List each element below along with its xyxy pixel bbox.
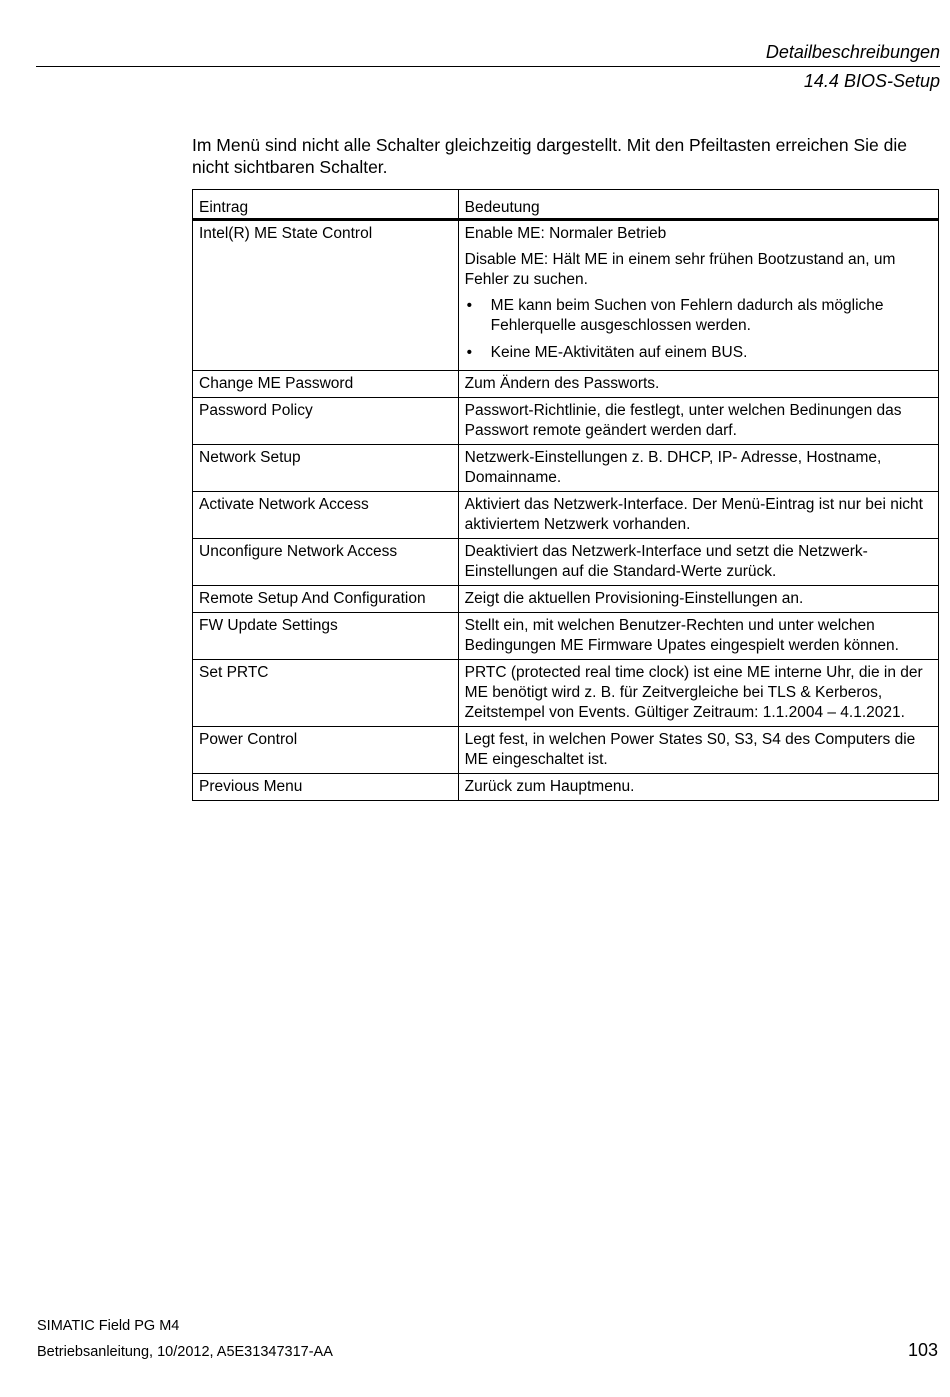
meaning-cell: PRTC (protected real time clock) ist eine ME interne Uhr, die in der ME benötigt wird z. B. für Zeitvergleiche bei TLS & Kerberos, Zeitstempel von Events. Gültiger Zeitraum: 1.1.2004 – 4.1.2021. (458, 660, 938, 727)
table-row (193, 371, 939, 398)
table-row (193, 613, 939, 660)
meaning-paragraph: Disable ME: Hält ME in einem sehr frühen Bootzustand an, um Fehler zu suchen. (464, 251, 896, 288)
header-divider (36, 66, 940, 67)
footer-document-info: Betriebsanleitung, 10/2012, A5E31347317-AA (37, 1344, 333, 1360)
meaning-cell: Legt fest, in welchen Power States S0, S3, S4 des Computers die ME eingeschaltet ist. (458, 727, 938, 774)
table-row (193, 445, 939, 492)
bullet-item (465, 296, 932, 336)
column-header-meaning: Bedeutung (458, 190, 938, 220)
entry-cell: FW Update Settings (193, 613, 459, 660)
bullet-icon: • (466, 344, 473, 361)
intro-paragraph: Im Menü sind nicht alle Schalter gleichzeitig dargestellt. Mit den Pfeiltasten erreichen Sie die nicht sichtbaren Schalter. (192, 135, 907, 177)
table-row (193, 586, 939, 613)
meaning-cell: Netzwerk-Einstellungen z. B. DHCP, IP- Adresse, Hostname, Domainname. (458, 445, 938, 492)
table-header-row (193, 190, 939, 220)
meaning-cell: Deaktiviert das Netzwerk-Interface und setzt die Netzwerk-Einstellungen auf die Standard-Werte zurück. (458, 539, 938, 586)
entry-cell: Remote Setup And Configuration (193, 586, 459, 613)
table-row (193, 774, 939, 801)
meaning-bullet-list (465, 296, 932, 363)
entry-cell: Password Policy (193, 398, 459, 445)
header-chapter-title: Detailbeschreibungen (765, 42, 940, 62)
table-row (193, 398, 939, 445)
column-header-entry: Eintrag (193, 190, 459, 220)
meaning-cell: Stellt ein, mit welchen Benutzer-Rechten und unter welchen Bedingungen ME Firmware Upates eingespielt werden können. (458, 613, 938, 660)
entry-cell: Unconfigure Network Access (193, 539, 459, 586)
table-row (193, 539, 939, 586)
meaning-paragraph: Enable ME: Normaler Betrieb (464, 225, 667, 242)
meaning-cell: Zurück zum Hauptmenu. (458, 774, 938, 801)
table-row (193, 727, 939, 774)
entry-cell: Intel(R) ME State Control (193, 220, 459, 371)
footer-product-name: SIMATIC Field PG M4 (37, 1318, 180, 1334)
meaning-cell: Passwort-Richtlinie, die festlegt, unter welchen Bedinungen das Passwort remote geändert werden darf. (458, 398, 938, 445)
header-section-title: 14.4 BIOS-Setup (803, 71, 940, 91)
meaning-cell: Aktiviert das Netzwerk-Interface. Der Menü-Eintrag ist nur bei nicht aktiviertem Netzwerk vorhanden. (458, 492, 938, 539)
entry-cell: Activate Network Access (193, 492, 459, 539)
entry-cell: Set PRTC (193, 660, 459, 727)
meaning-cell: Zeigt die aktuellen Provisioning-Einstellungen an. (458, 586, 938, 613)
bullet-text: ME kann beim Suchen von Fehlern dadurch als mögliche Fehlerquelle ausgeschlossen werden. (490, 297, 884, 334)
page-number: 103 (907, 1340, 938, 1360)
entry-cell: Network Setup (193, 445, 459, 492)
bios-menu-table (192, 189, 939, 801)
bullet-text: Keine ME-Aktivitäten auf einem BUS. (490, 344, 748, 361)
entry-cell: Previous Menu (193, 774, 459, 801)
bullet-item (465, 343, 932, 363)
bullet-icon: • (466, 297, 473, 314)
table-row (193, 660, 939, 727)
entry-cell: Power Control (193, 727, 459, 774)
meaning-cell: Zum Ändern des Passworts. (458, 371, 938, 398)
table-row (193, 492, 939, 539)
entry-cell: Change ME Password (193, 371, 459, 398)
meaning-cell (458, 220, 938, 371)
table-row (193, 220, 939, 371)
